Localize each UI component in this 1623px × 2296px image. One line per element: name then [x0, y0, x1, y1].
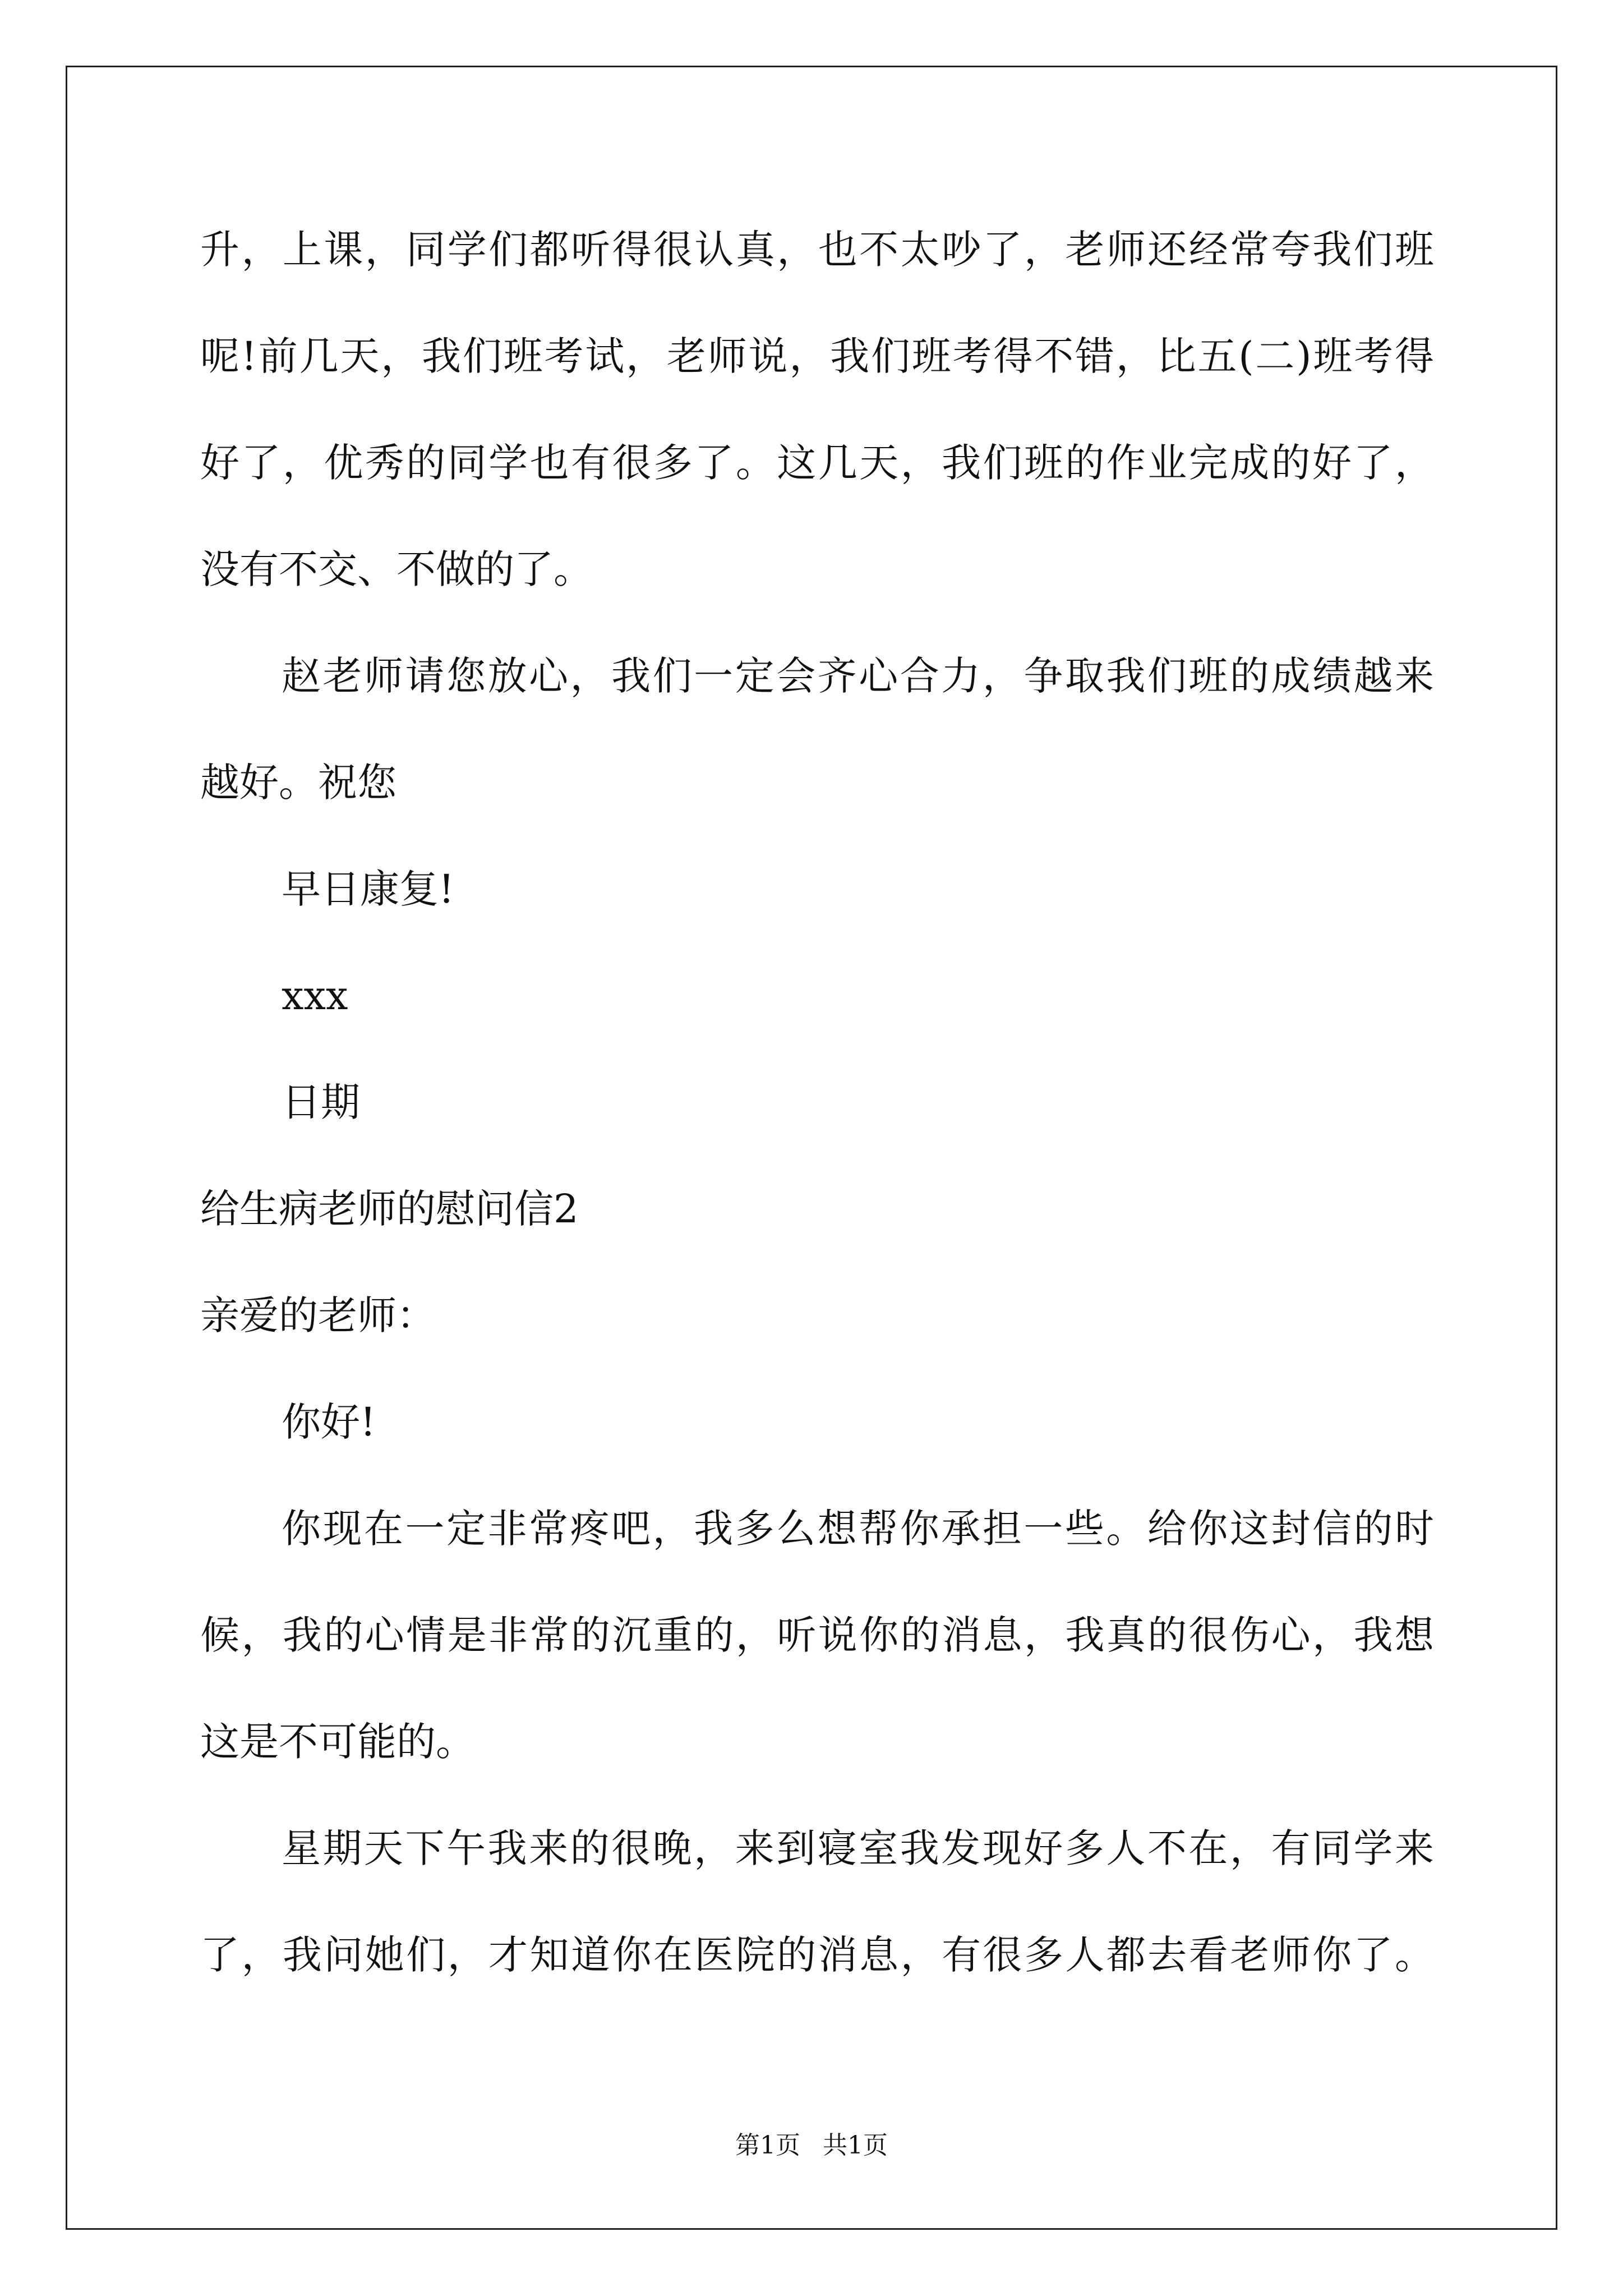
salutation: 亲爱的老师：	[200, 1292, 436, 1338]
page-number: 第1页	[735, 2131, 800, 2160]
text-line: 了，我问她们，才知道你在医院的消息，有很多人都去看老师你了。	[200, 1932, 1434, 1978]
section-title: 给生病老师的慰问信2	[200, 1186, 579, 1232]
text-line: 你现在一定非常疼吧，我多么想帮你承担一些。给你这封信的时	[282, 1506, 1434, 1552]
signature-line: xxx	[282, 973, 348, 1019]
text-line: 这是不可能的。	[200, 1719, 475, 1765]
text-line: 升，上课，同学们都听得很认真，也不太吵了，老师还经常夸我们班	[200, 227, 1434, 273]
text-line: 早日康复!	[282, 866, 455, 912]
date-line: 日期	[282, 1079, 360, 1125]
text-line: 星期天下午我来的很晚，来到寝室我发现好多人不在，有同学来	[282, 1825, 1434, 1871]
page-footer	[0, 2129, 1623, 2162]
text-line: 赵老师请您放心，我们一定会齐心合力，争取我们班的成绩越来	[282, 653, 1434, 699]
text-line: 没有不交、不做的了。	[200, 546, 593, 592]
text-line: 好了，优秀的同学也有很多了。这几天，我们班的作业完成的好了，	[200, 440, 1434, 486]
page-total: 共1页	[823, 2131, 888, 2160]
text-line: 候，我的心情是非常的沉重的，听说你的消息，我真的很伤心，我想	[200, 1612, 1434, 1658]
document-body	[200, 196, 1434, 2008]
text-line: 越好。祝您	[200, 760, 396, 806]
greeting: 你好!	[282, 1399, 376, 1445]
text-line: 呢!前几天，我们班考试，老师说，我们班考得不错，比五(二)班考得	[200, 333, 1434, 379]
